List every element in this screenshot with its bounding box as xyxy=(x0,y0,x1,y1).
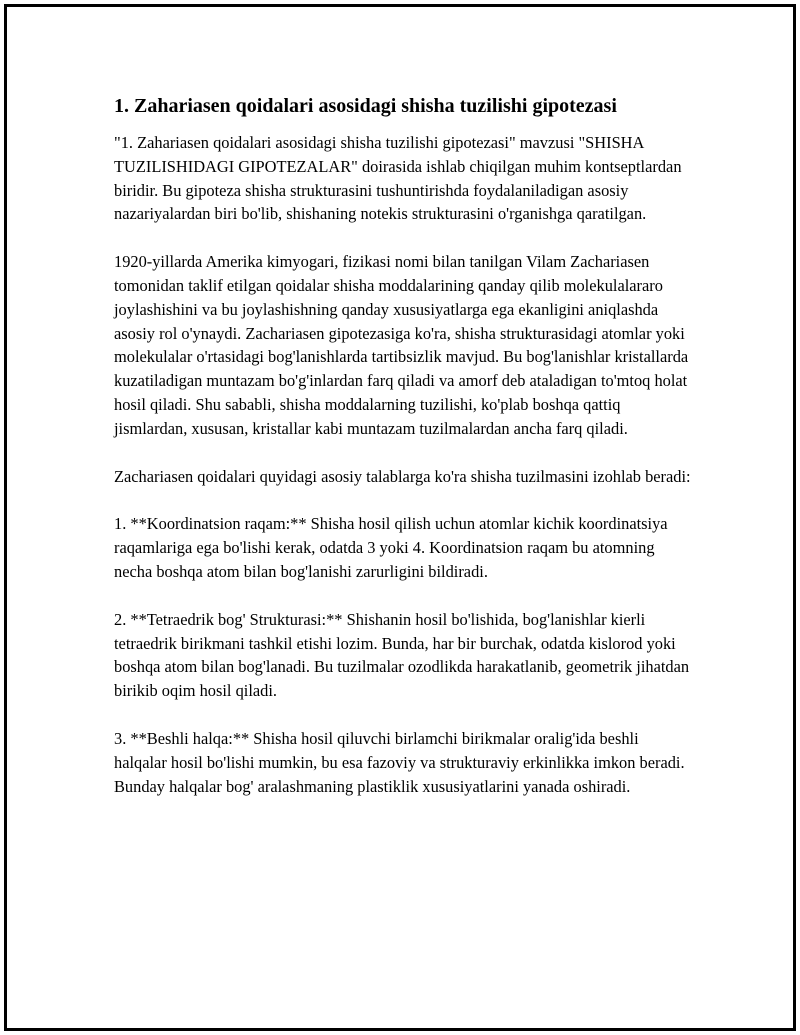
document-body xyxy=(114,92,694,822)
document-title: 1. Zahariasen qoidalari asosidagi shisha tuzilishi gipotezasi xyxy=(114,95,617,117)
paragraph-rules-intro: Zachariasen qoidalari quyidagi asosiy talablarga ko'ra shisha tuzilmasini izohlab beradi: xyxy=(114,466,691,486)
paragraph-history: 1920-yillarda Amerika kimyogari, fizikasi nomi bilan tanilgan Vilam Zachariasen tomonidan taklif etilgan qoidalar shisha moddalarining qanday qilib molekulalararo joylashishini va bu joylashishning qanday xususiyatlarga ega ekanligini aniqlashda asosiy rol o'ynaydi. Zachariasen gipotezasiga ko'ra, shisha strukturasidagi atomlar yoki molekulalar o'rtasidagi bog'lanishlarda tartibsizlik mavjud. Bu bog'lanishlar kristallarda kuzatiladigan muntazam bo'g'inlardan farq qiladi va amorf deb ataladigan to'mtoq holat hosil qiladi. Shu sababli, shisha moddalarning tuzilishi, ko'plab boshqa qattiq jismlardan, xususan, kristallar kabi muntazam tuzilmalardan ancha farq qiladi. xyxy=(114,252,689,438)
paragraph-rule-3: 3. **Beshli halqa:** Shisha hosil qiluvchi birlamchi birikmalar oralig'ida beshli halqalar hosil bo'lishi mumkin, bu esa fazoviy va strukturaviy erkinlikka imkon beradi. Bunday halqalar bog' aralashmaning plastiklik xususiyatlarini yanada oshiradi. xyxy=(114,728,685,796)
paragraph-rule-1: 1. **Koordinatsion raqam:** Shisha hosil qilish uchun atomlar kichik koordinatsiya raqamlariga ega bo'lishi kerak, odatda 3 yoki 4. Koordinatsion raqam bu atomning necha boshqa atom bilan bog'lanishi zarurligini bildiradi. xyxy=(114,514,668,581)
paragraph-rule-2: 2. **Tetraedrik bog' Strukturasi:** Shishanin hosil bo'lishida, bog'lanishlar kierli tetraedrik birikmani tashkil etishi lozim. Bunda, har bir burchak, odatda kislorod yoki boshqa atom bilan bog'lanadi. Bu tuzilmalar ozodlikda harakatlanib, geometrik jihatdan birikib oqim hosil qiladi. xyxy=(114,609,690,701)
paragraph-intro: "1. Zahariasen qoidalari asosidagi shisha tuzilishi gipotezasi" mavzusi "SHISHA TUZILISHIDAGI GIPOTEZALAR" doirasida ishlab chiqilgan muhim kontseptlardan biridir. Bu gipoteza shisha strukturasini tushuntirishda foydalaniladigan asosiy nazariyalardan biri bo'lib, shishaning notekis strukturasini o'rganishga qaratilgan. xyxy=(114,133,682,224)
